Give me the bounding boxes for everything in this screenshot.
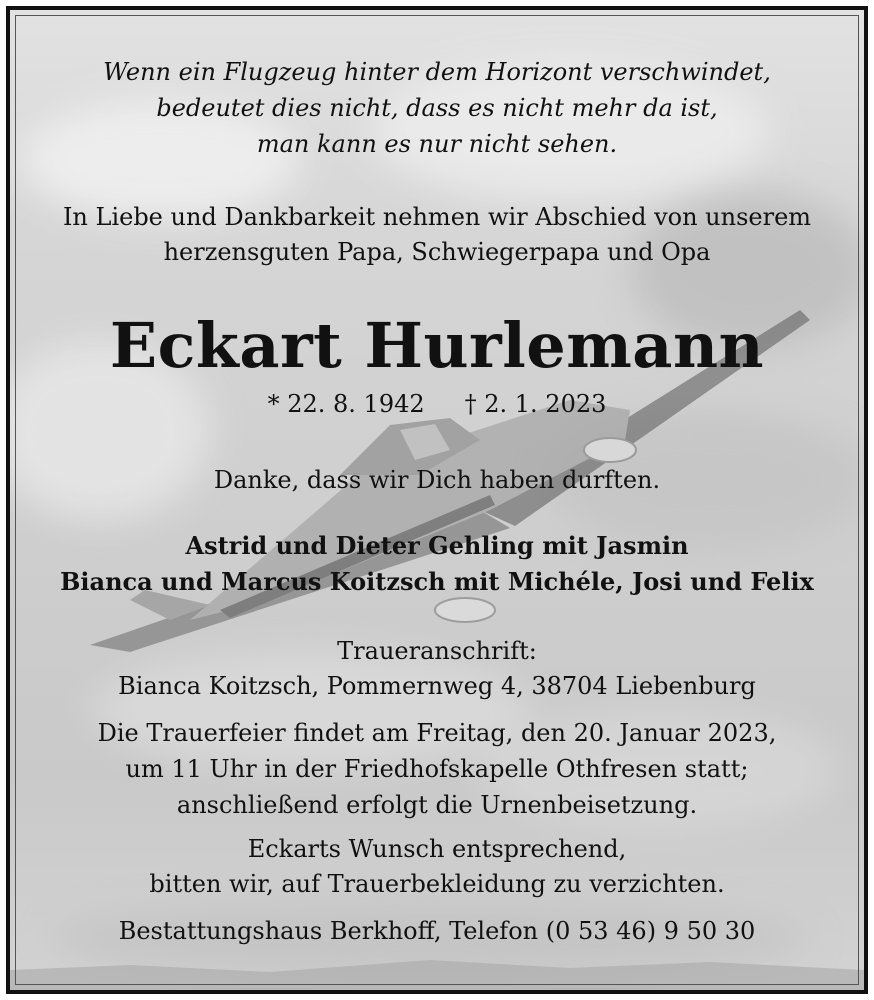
intro-line: In Liebe und Dankbarkeit nehmen wir Abschied von unserem [62,203,812,231]
wish-line: Eckarts Wunsch entsprechend, [247,835,627,863]
deceased-name: Eckart Hurlemann [109,309,765,382]
poem-line: Wenn ein Flugzeug hinter dem Horizont verschwindet, [103,58,771,86]
mourning-address [10,634,864,704]
intro-line: herzensguten Papa, Schwiegerpapa und Opa [163,238,711,266]
birth-date: * 22. 8. 1942 [267,390,425,418]
mourner-family: Astrid und Dieter Gehling mit Jasmin [185,531,689,560]
ceremony-line: Die Trauerfeier findet am Freitag, den 20. Januar 2023, [97,719,777,747]
ceremony-line: anschließend erfolgt die Urnenbeisetzung. [176,791,698,819]
wish-line: bitten wir, auf Trauerbekleidung zu verzichten. [149,870,725,898]
ceremony-line: um 11 Uhr in der Friedhofskapelle Othfresen statt; [125,755,749,783]
dress-code-wish [10,832,864,902]
mourner-family: Bianca und Marcus Koitzsch mit Michéle, Josi und Felix [60,567,814,596]
ceremony-info [10,715,864,823]
poem-line: bedeutet dies nicht, dass es nicht mehr da ist, [156,94,718,122]
death-date: † 2. 1. 2023 [464,390,607,418]
undertaker-contact: Bestattungshaus Berkhoff, Telefon (0 53 46) 9 50 30 [118,917,756,945]
memorial-poem [10,54,864,162]
farewell-intro [10,200,864,270]
address-value: Bianca Koitzsch, Pommernweg 4, 38704 Liebenburg [118,672,756,700]
obituary-content [10,10,864,990]
poem-line: man kann es nur nicht sehen. [256,130,618,158]
thanks-line: Danke, dass wir Dich haben durften. [213,466,661,494]
life-dates [10,388,864,420]
mourners-list [10,528,864,600]
address-label: Traueranschrift: [337,637,537,665]
obituary-frame [6,6,868,994]
